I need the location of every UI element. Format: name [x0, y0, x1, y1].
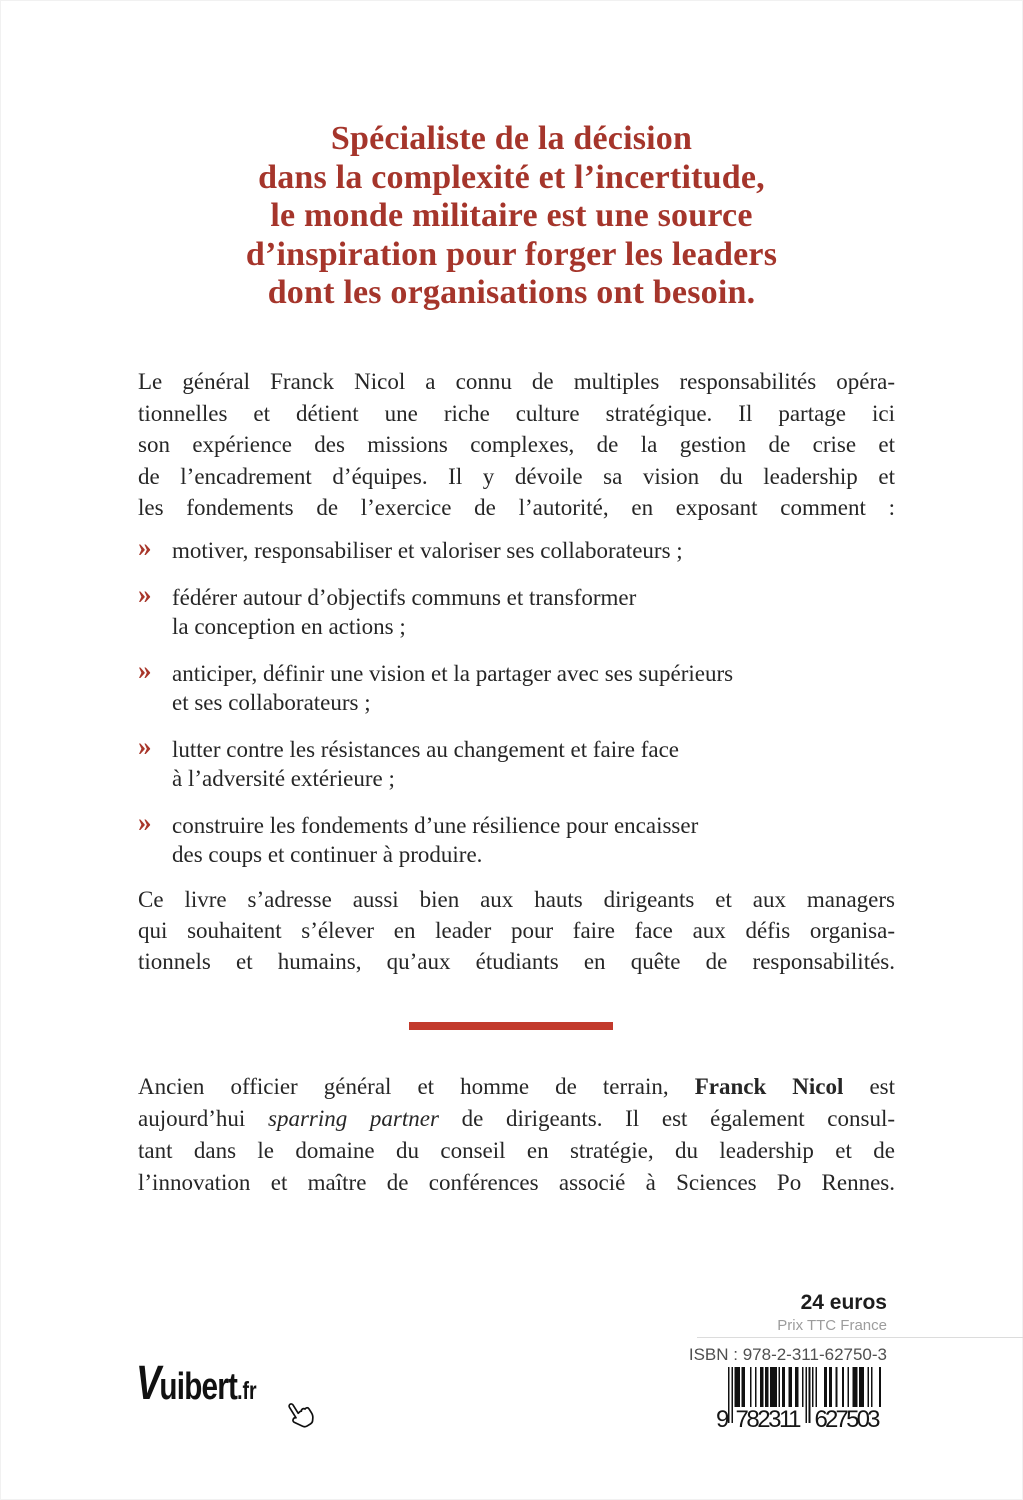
bullet-line: lutter contre les résistances au changement et faire face — [172, 737, 680, 762]
bullet-marker-icon: » — [138, 532, 152, 562]
bullet-marker-icon: » — [138, 731, 152, 761]
paragraph-line: Le général Franck Nicol a connu de multiples responsabilités opéra- — [138, 369, 895, 394]
paragraph-line: les fondements de l’exercice de l’autorité, en exposant comment : — [138, 495, 895, 521]
bio-line: tant dans le domaine du conseil en stratégie, du leadership et de — [138, 1138, 895, 1163]
bullet-line: et ses collaborateurs ; — [172, 690, 371, 715]
bullet-line: construire les fondements d’une résilience pour encaisser — [172, 813, 699, 838]
barcode-digit: 782311 — [735, 1406, 802, 1431]
bullet-marker-icon: » — [138, 655, 152, 685]
bullet-item — [138, 579, 895, 641]
paragraph-line: de l’encadrement d’équipes. Il y dévoile sa vision du leadership et — [138, 463, 895, 489]
isbn: ISBN : 978-2-311-62750-3 — [688, 1345, 887, 1364]
paragraph-line: Ce livre s’adresse aussi bien aux hauts dirigeants et aux managers — [138, 887, 895, 912]
footer-separator — [697, 1337, 1023, 1338]
bio-line: l’innovation et maître de conférences associé à Sciences Po Rennes. — [138, 1170, 895, 1195]
headline — [0, 120, 1023, 313]
publisher-logo — [136, 1356, 356, 1446]
paragraph-line: tionnels et humains, qu’aux étudiants en quête de responsabilités. — [138, 949, 895, 974]
bullet-line: motiver, responsabiliser et valoriser ses collaborateurs ; — [172, 538, 683, 563]
barcode-digit: 9 — [716, 1406, 730, 1431]
headline-line: dans la complexité et l’incertitude, — [258, 158, 765, 196]
publisher-logo-text: Vuibert.fr — [136, 1357, 257, 1410]
author-name: Franck Nicol — [694, 1074, 844, 1099]
bullet-item — [138, 807, 895, 869]
price-note: Prix TTC France — [777, 1317, 887, 1334]
barcode-digit: 627503 — [814, 1406, 881, 1431]
price-block — [777, 1291, 887, 1336]
price: 24 euros — [800, 1291, 887, 1314]
headline-line: dont les organisations ont besoin. — [267, 274, 756, 311]
paragraph-line: qui souhaitent s’élever en leader pour faire face aux défis organisa- — [138, 918, 895, 943]
intro-paragraph — [138, 366, 895, 524]
bullet-list — [138, 532, 895, 887]
bio-line: aujourd’hui sparring partner de dirigeants. Il est également consul- — [138, 1106, 896, 1131]
bullet-item — [138, 731, 895, 793]
bullet-item — [138, 655, 895, 717]
bio-line: Ancien officier général et homme de terrain, Franck Nicol est — [138, 1074, 895, 1099]
bullet-marker-icon: » — [138, 807, 152, 837]
hand-cursor-icon — [275, 1389, 325, 1439]
bullet-line: anticiper, définir une vision et la partager avec ses supérieurs — [172, 661, 734, 686]
bullet-line: des coups et continuer à produire. — [172, 842, 483, 867]
paragraph-line: tionnelles et détient une riche culture stratégique. Il partage ici — [138, 400, 895, 426]
bullet-item — [138, 532, 895, 565]
bullet-line: à l’adversité extérieure ; — [172, 766, 395, 791]
headline-line: Spécialiste de la décision — [330, 120, 693, 157]
barcode — [716, 1367, 888, 1436]
headline-line: le monde militaire est une source — [270, 197, 753, 234]
bullet-line: la conception en actions ; — [172, 614, 406, 639]
bullet-line: fédérer autour d’objectifs communs et transformer — [172, 585, 637, 610]
divider-rule — [409, 1022, 613, 1030]
bullet-marker-icon: » — [138, 579, 152, 609]
headline-line: d’inspiration pour forger les leaders — [245, 235, 778, 273]
paragraph-line: son expérience des missions complexes, de la gestion de crise et — [138, 432, 895, 458]
closing-paragraph — [138, 884, 895, 977]
author-bio — [138, 1071, 895, 1199]
